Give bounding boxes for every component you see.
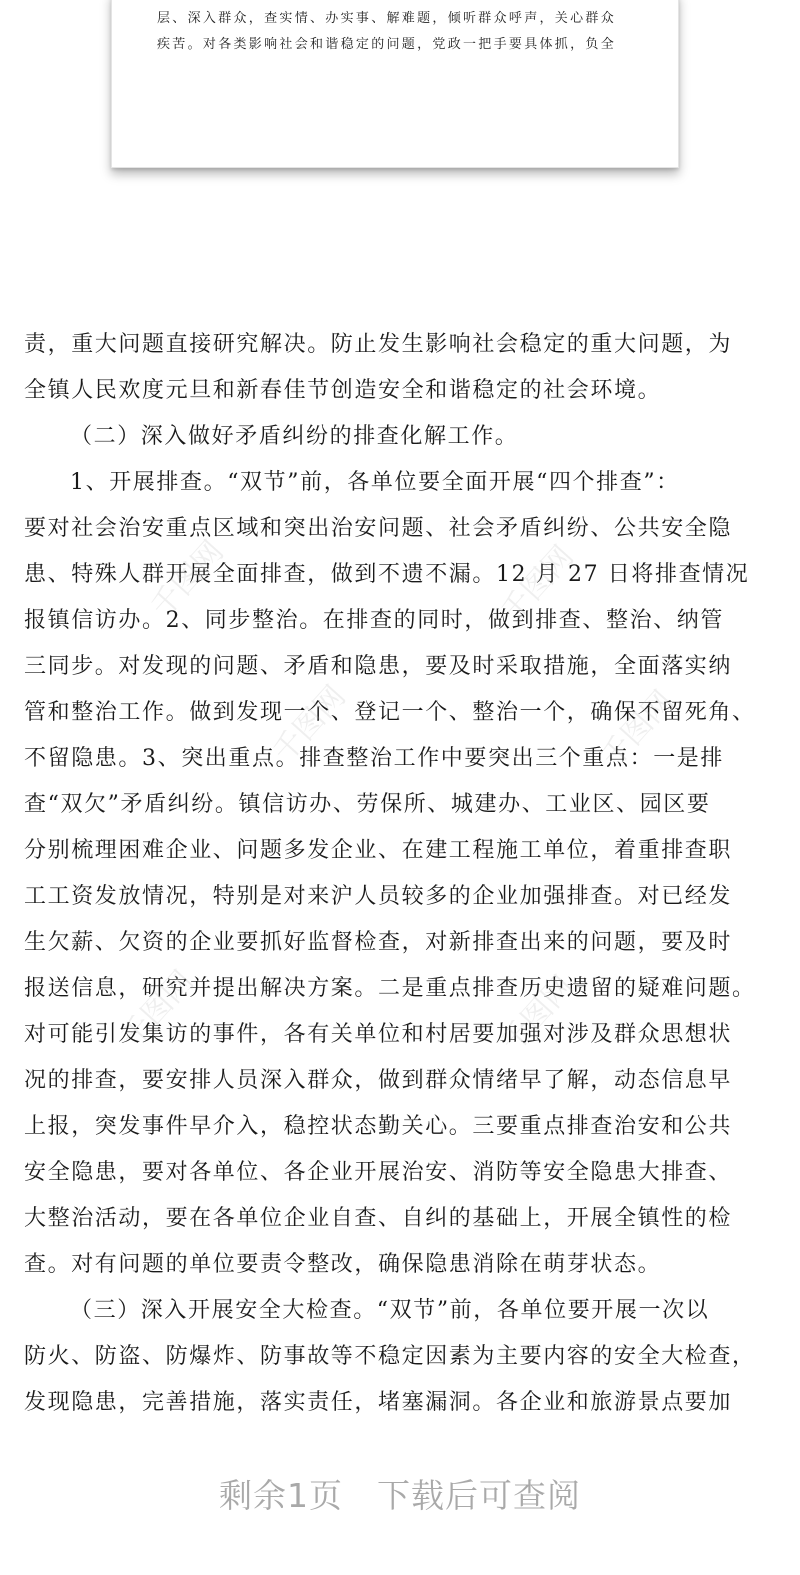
section-heading-2: （二）深入做好矛盾纠纷的排查化解工作。 [70,424,519,449]
body-line: 对可能引发集访的事件，各有关单位和村居要加强对涉及群众思想状 [24,1022,733,1047]
body-line: 患、特殊人群开展全面排查，做到不遗不漏。12 月 27 日将排查情况 [24,562,750,587]
body-line: 1、开展排查。“双节”前，各单位要全面开展“四个排查”： [70,470,680,495]
remaining-pages-hint[interactable] [0,1470,800,1517]
preview-line: 层、深入群众，查实情、办实事、解难题，倾听群众呼声，关心群众 [157,11,617,26]
body-line: 大整治活动，要在各单位企业自查、自纠的基础上，开展全镇性的检 [24,1206,733,1231]
body-line: 安全隐患，要对各单位、各企业开展治安、消防等安全隐患大排查、 [24,1160,733,1185]
watermark: 千图网 [494,539,581,630]
body-line: 工工资发放情况，特别是对来沪人员较多的企业加强排查。对已经发 [24,884,733,909]
body-line: 发现隐患，完善措施，落实责任，堵塞漏洞。各企业和旅游景点要加 [24,1390,733,1415]
body-line: 全镇人民欢度元旦和新春佳节创造安全和谐稳定的社会环境。 [24,378,662,403]
body-line: 分别梳理困难企业、问题多发企业、在建工程施工单位，着重排查职 [24,838,733,863]
body-line: 报镇信访办。2、同步整治。在排查的同时，做到排查、整治、纳管 [24,608,724,633]
remaining-pages-label: 剩余1页 [219,1476,343,1515]
document-body [24,322,784,1426]
watermark: 千图网 [144,534,231,625]
body-line: 要对社会治安重点区域和突出治安问题、社会矛盾纠纷、公共安全隐 [24,516,733,541]
body-line: 不留隐患。3、突出重点。排查整治工作中要突出三个重点：一是排 [24,746,724,771]
body-line: 生欠薪、欠资的企业要抓好监督检查，对新排查出来的问题，要及时 [24,930,733,955]
body-line: 况的排查，要安排人员深入群众，做到群众情绪早了解，动态信息早 [24,1068,733,1093]
watermark: 千图网 [594,684,681,775]
watermark: 千图网 [114,964,201,1055]
section-heading-3: （三）深入开展安全大检查。“双节”前，各单位要开展一次以 [70,1298,710,1323]
preview-line: 疾苦。对各类影响社会和谐稳定的问题，党政一把手要具体抓，负全 [157,37,617,52]
body-line: 查“双欠”矛盾纠纷。镇信访办、劳保所、城建办、工业区、园区要 [24,792,711,817]
preview-text-block [157,0,637,58]
download-to-view-label: 下载后可查阅 [377,1476,581,1515]
body-line: 报送信息，研究并提出解决方案。二是重点排查历史遗留的疑难问题。 [24,976,756,1001]
body-line: 责，重大问题直接研究解决。防止发生影响社会稳定的重大问题，为 [24,332,733,357]
body-line: 上报，突发事件早介入，稳控状态勤关心。三要重点排查治安和公共 [24,1114,733,1139]
document-preview-card [111,0,679,168]
body-line: 防火、防盗、防爆炸、防事故等不稳定因素为主要内容的安全大检查， [24,1344,756,1369]
watermark: 千图网 [266,679,353,770]
body-line: 三同步。对发现的问题、矛盾和隐患，要及时采取措施，全面落实纳 [24,654,733,679]
body-line: 查。对有问题的单位要责令整改，确保隐患消除在萌芽状态。 [24,1252,662,1277]
body-line: 管和整治工作。做到发现一个、登记一个、整治一个，确保不留死角、 [24,700,756,725]
watermark: 千图网 [494,969,581,1060]
